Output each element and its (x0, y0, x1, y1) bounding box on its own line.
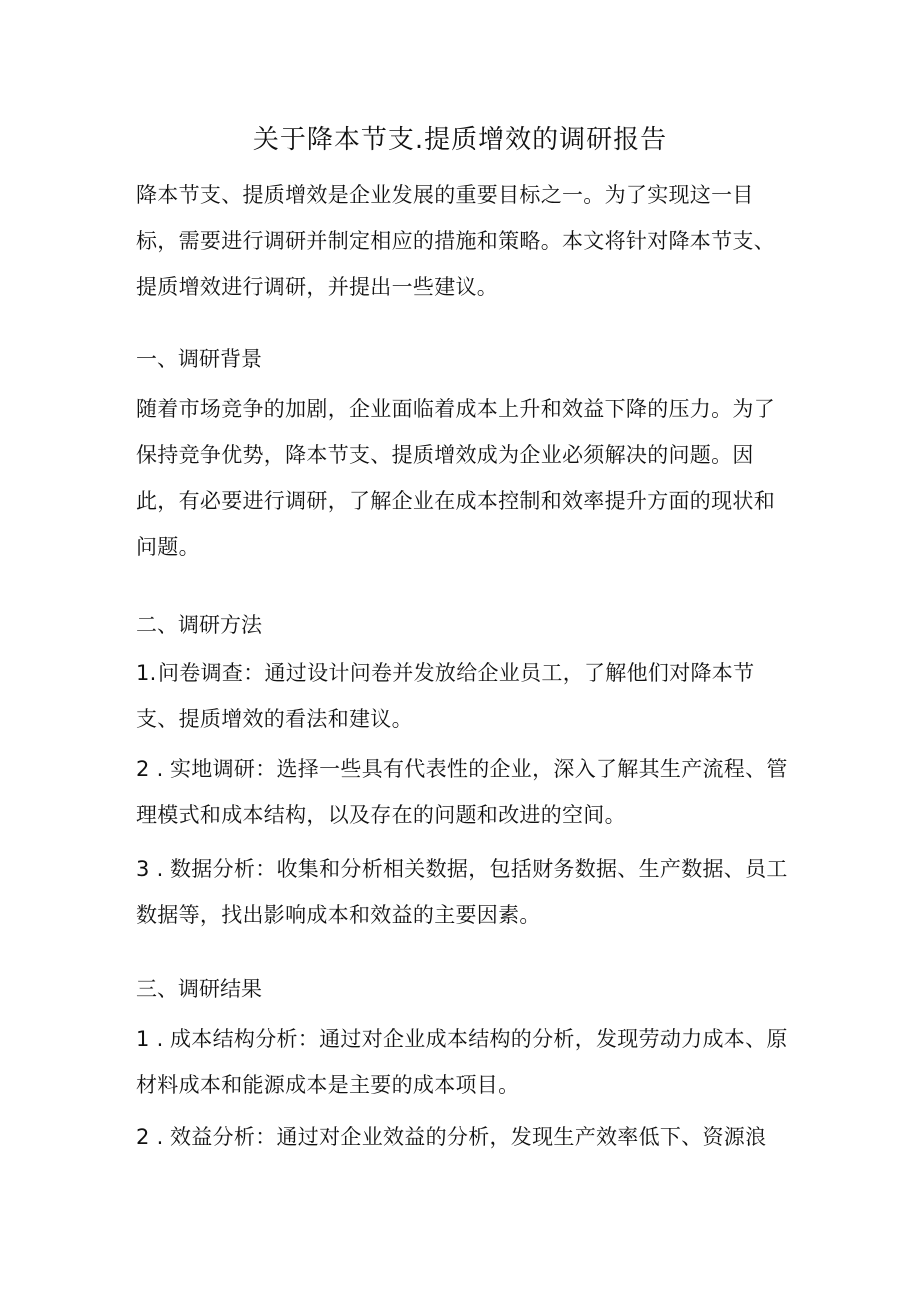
method-item-1 (136, 650, 796, 742)
intro-paragraph: 降本节支、提质增效是企业发展的重要目标之一。为了实现这一目标，需要进行调研并制定相应的措施和策略。本文将针对降本节支、提质增效进行调研，并提出一些建议。 (136, 183, 775, 299)
method-item-2-number: 2 . (136, 757, 164, 781)
section-heading-results: 三、调研结果 (136, 977, 262, 1001)
method-item-3-number: 3 . (136, 857, 164, 881)
method-item-3 (136, 846, 796, 938)
result-item-2-text: 效益分析：通过对企业效益的分析，发现生产效率低下、资源浪 (170, 1125, 767, 1149)
method-item-1-text: 问卷调查：通过设计问卷并发放给企业员工，了解他们对降本节支、提质增效的看法和建议。 (136, 661, 755, 731)
method-item-2-text: 实地调研：选择一些具有代表性的企业，深入了解其生产流程、管理模式和成本结构，以及存在的问题和改进的空间。 (136, 757, 788, 827)
result-item-2-number: 2 . (136, 1125, 164, 1149)
document-title: 关于降本节支.提质增效的调研报告 (252, 125, 668, 155)
result-item-1 (136, 1016, 796, 1108)
section-heading-background: 一、调研背景 (136, 347, 262, 371)
section-heading-method: 二、调研方法 (136, 613, 262, 637)
result-item-2 (136, 1114, 796, 1160)
method-item-2 (136, 746, 796, 838)
method-item-3-text: 数据分析：收集和分析相关数据，包括财务数据、生产数据、员工数据等，找出影响成本和效益的主要因素。 (136, 857, 788, 927)
result-item-1-number: 1 . (136, 1027, 164, 1051)
background-paragraph: 随着市场竞争的加剧，企业面临着成本上升和效益下降的压力。为了保持竞争优势，降本节支、提质增效成为企业必须解决的问题。因此，有必要进行调研，了解企业在成本控制和效率提升方面的现状和问题。 (136, 397, 775, 559)
result-item-1-text: 成本结构分析：通过对企业成本结构的分析，发现劳动力成本、原材料成本和能源成本是主要的成本项目。 (136, 1027, 788, 1097)
method-item-1-number: 1. (136, 661, 157, 685)
